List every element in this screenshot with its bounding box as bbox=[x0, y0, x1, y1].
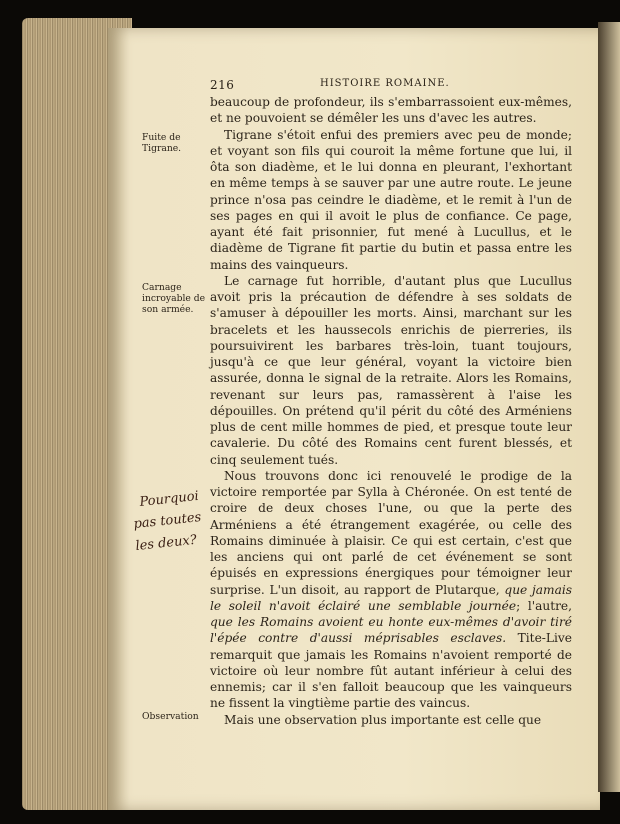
facing-page-edge bbox=[598, 22, 620, 792]
paragraph bbox=[210, 468, 572, 712]
paragraph: Le carnage fut horrible, d'autant plus que Lucullus avoit pris la précaution de défendre à ses soldats de s'amuser à dépouiller les morts. Ainsi, marchant sur les bracelets et les haussecols enrichis de pierreries, ils poursuivirent les barbares très-loin, tuant toujours, jusqu'à ce que leur général, voyant la victoire bien assurée, donna le signal de la retraite. Alors les Romains, revenant sur leurs pas, ramassèrent à l'aise les dépouilles. On prétend qu'il périt du côté des Arméniens plus de cent mille hommes de pied, et presque toute leur cavalerie. Du côté des Romains cent furent blessés, et cinq seulement tués. bbox=[210, 273, 572, 467]
handwritten-line-1: Pourquoi bbox=[138, 488, 200, 510]
page-number: 216 bbox=[210, 78, 235, 92]
text-run: Nous trouvons donc ici renouvelé le prodige de la victoire remportée par Sylla à Chéronée. On est tenté de croire de deux choses l'une, ou que la perte des Arméniens a été étrangement exagérée, ou celle des Romains diminuée à plaisir. Ce qui est certain, c'est que les anciens qui ont parlé de cet événement se sont épuisés en expressions énergiques pour témoigner leur surprise. L'un disoit, au rapport de Plutarque, bbox=[210, 468, 572, 597]
text-run: Tite-Live remarquit que jamais les Romains n'avoient remporté de victoire où leur nombre fût autant inférieur à celui des ennemis; car il s'en falloit beaucoup que les vainqueurs ne fissent la vingtième partie des vaincus. bbox=[210, 631, 572, 711]
quotation: que les Romains avoient eu honte eux-mêmes d'avoir tiré l'épée contre d'aussi méprisables esclaves. bbox=[210, 615, 572, 646]
handwritten-line-2: pas toutes bbox=[132, 509, 202, 532]
text-run: ; l'autre, bbox=[516, 598, 572, 613]
sidenote-carnage: Carnage incroyable de son armée. bbox=[142, 282, 206, 315]
paragraph: Tigrane s'étoit enfui des premiers avec peu de monde; et voyant son fils qui couroit la même fortune que lui, il ôta son diadème, et le lui donna en pleurant, l'exhortant en même temps à se sauver par une autre route. Le jeune prince n'osa pas ceindre le diadème, et le remit à l'un de ses pages en qui il avoit le plus de confiance. Ce page, ayant été fait prisonnier, fut mené à Lucullus, et le diadème de Tigrane fit partie du butin et passa entre les mains des vainqueurs. bbox=[210, 127, 572, 272]
sidenote-fuite: Fuite de Tigrane. bbox=[142, 132, 182, 154]
running-title: HISTOIRE ROMAINE. bbox=[320, 78, 450, 89]
paragraph: Mais une observation plus importante est celle que bbox=[224, 712, 542, 727]
handwritten-line-3: les deux? bbox=[134, 532, 198, 554]
paragraph: beaucoup de profondeur, ils s'embarrassoient eux-mêmes, et ne pouvoient se démêler les uns d'avec les autres. bbox=[210, 95, 572, 126]
handwritten-annotation bbox=[132, 488, 222, 558]
running-head bbox=[210, 78, 570, 92]
sidenote-observation: Observation bbox=[142, 711, 199, 722]
body-text bbox=[210, 94, 572, 728]
quotation: que jamais le soleil n'avoit éclairé une semblable journée bbox=[210, 582, 572, 613]
